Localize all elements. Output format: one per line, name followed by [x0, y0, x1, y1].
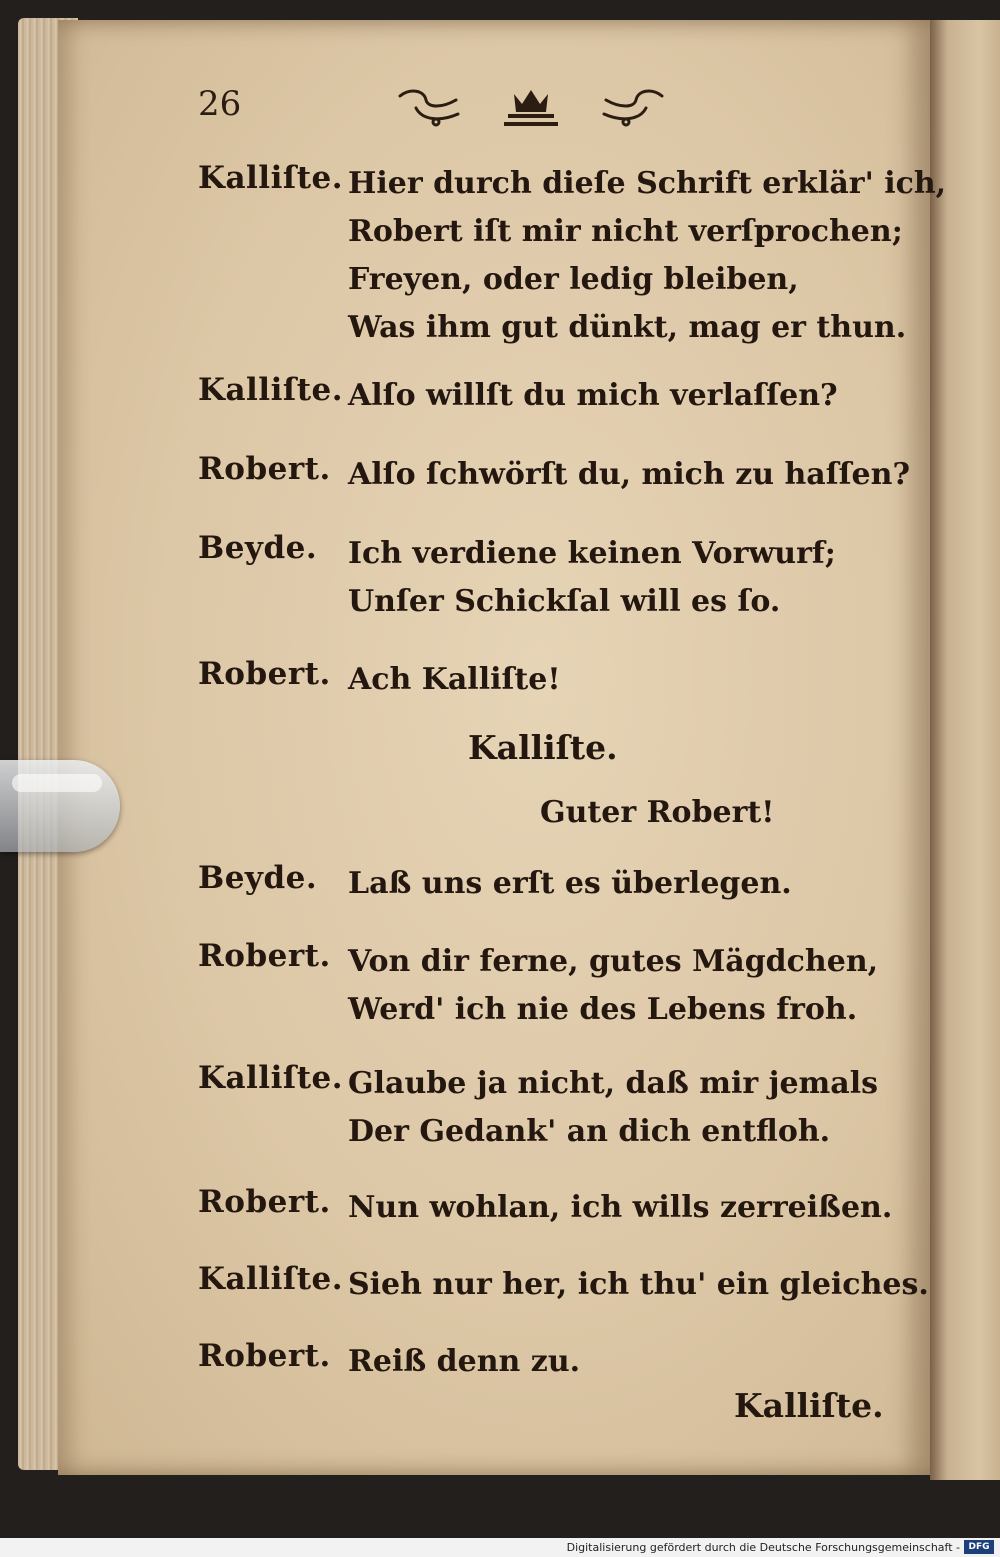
dialogue-line: Reiß denn zu. [348, 1344, 581, 1379]
dialogue-line: Ach Kalliſte! [348, 662, 561, 697]
dialogue-lines [348, 160, 946, 352]
dialogue-lines [348, 530, 836, 626]
dialogue-line: Laß uns erſt es überlegen. [348, 866, 792, 901]
centered-speaker-name: Kalliſte. [468, 728, 618, 767]
speaker-name: Robert. [198, 451, 331, 487]
catchword: Kalliſte. [734, 1386, 884, 1425]
dialogue-line: Nun wohlan, ich wills zerreißen. [348, 1190, 893, 1225]
speaker-name: Beyde. [198, 860, 318, 896]
dialogue-line: Was ihm gut dünkt, mag er thun. [348, 310, 907, 345]
page-number: 26 [198, 84, 242, 124]
speaker-name: Robert. [198, 1184, 331, 1220]
dialogue-line: Robert iſt mir nicht verſprochen; [348, 214, 903, 249]
dialogue-lines [348, 860, 792, 908]
speaker-name: Kalliſte. [198, 1060, 344, 1096]
page-clip [0, 760, 120, 852]
speaker-name: Kalliſte. [198, 372, 344, 408]
dialogue-line: Werd' ich nie des Lebens froh. [348, 992, 858, 1027]
speaker-name: Beyde. [198, 530, 318, 566]
headpiece-ornament-icon [396, 86, 666, 130]
dialogue-lines [348, 372, 838, 420]
dialogue-line: Glaube ja nicht, daß mir jemals [348, 1066, 878, 1101]
speaker-name: Robert. [198, 938, 331, 974]
dialogue-line: Von dir ferne, gutes Mägdchen, [348, 944, 879, 979]
speaker-name: Kalliſte. [198, 1261, 344, 1297]
dialogue-lines [348, 1060, 878, 1156]
dialogue-line: Ich verdiene keinen Vorwurf; [348, 536, 836, 571]
dfg-logo: DFG [964, 1540, 994, 1554]
dialogue-lines [348, 1338, 580, 1386]
dialogue-lines [348, 938, 878, 1034]
dialogue-line: Unſer Schickſal will es ſo. [348, 584, 781, 619]
speaker-name: Robert. [198, 656, 331, 692]
dialogue-line: Hier durch dieſe Schrift erklär' ich, [348, 166, 947, 201]
dialogue-line: Sieh nur her, ich thu' ein gleiches. [348, 1267, 929, 1302]
dialogue-lines [348, 656, 561, 704]
dialogue-line: Alſo ſchwörſt du, mich zu haſſen? [348, 457, 911, 492]
speaker-name: Kalliſte. [198, 160, 344, 196]
dialogue-lines [348, 451, 910, 499]
footer-bar [0, 1538, 1000, 1557]
dialogue-lines [348, 1261, 929, 1309]
dialogue-lines [348, 1184, 892, 1232]
speaker-name: Robert. [198, 1338, 331, 1374]
funding-credit: Digitalisierung gefördert durch die Deutsche Forschungsgemeinschaft - [566, 1541, 960, 1554]
dialogue-line: Der Gedank' an dich entfloh. [348, 1114, 831, 1149]
dialogue-line: Freyen, oder ledig bleiben, [348, 262, 799, 297]
dialogue-line: Alſo willſt du mich verlaſſen? [348, 378, 838, 413]
indented-dialogue-line: Guter Robert! [540, 795, 775, 830]
